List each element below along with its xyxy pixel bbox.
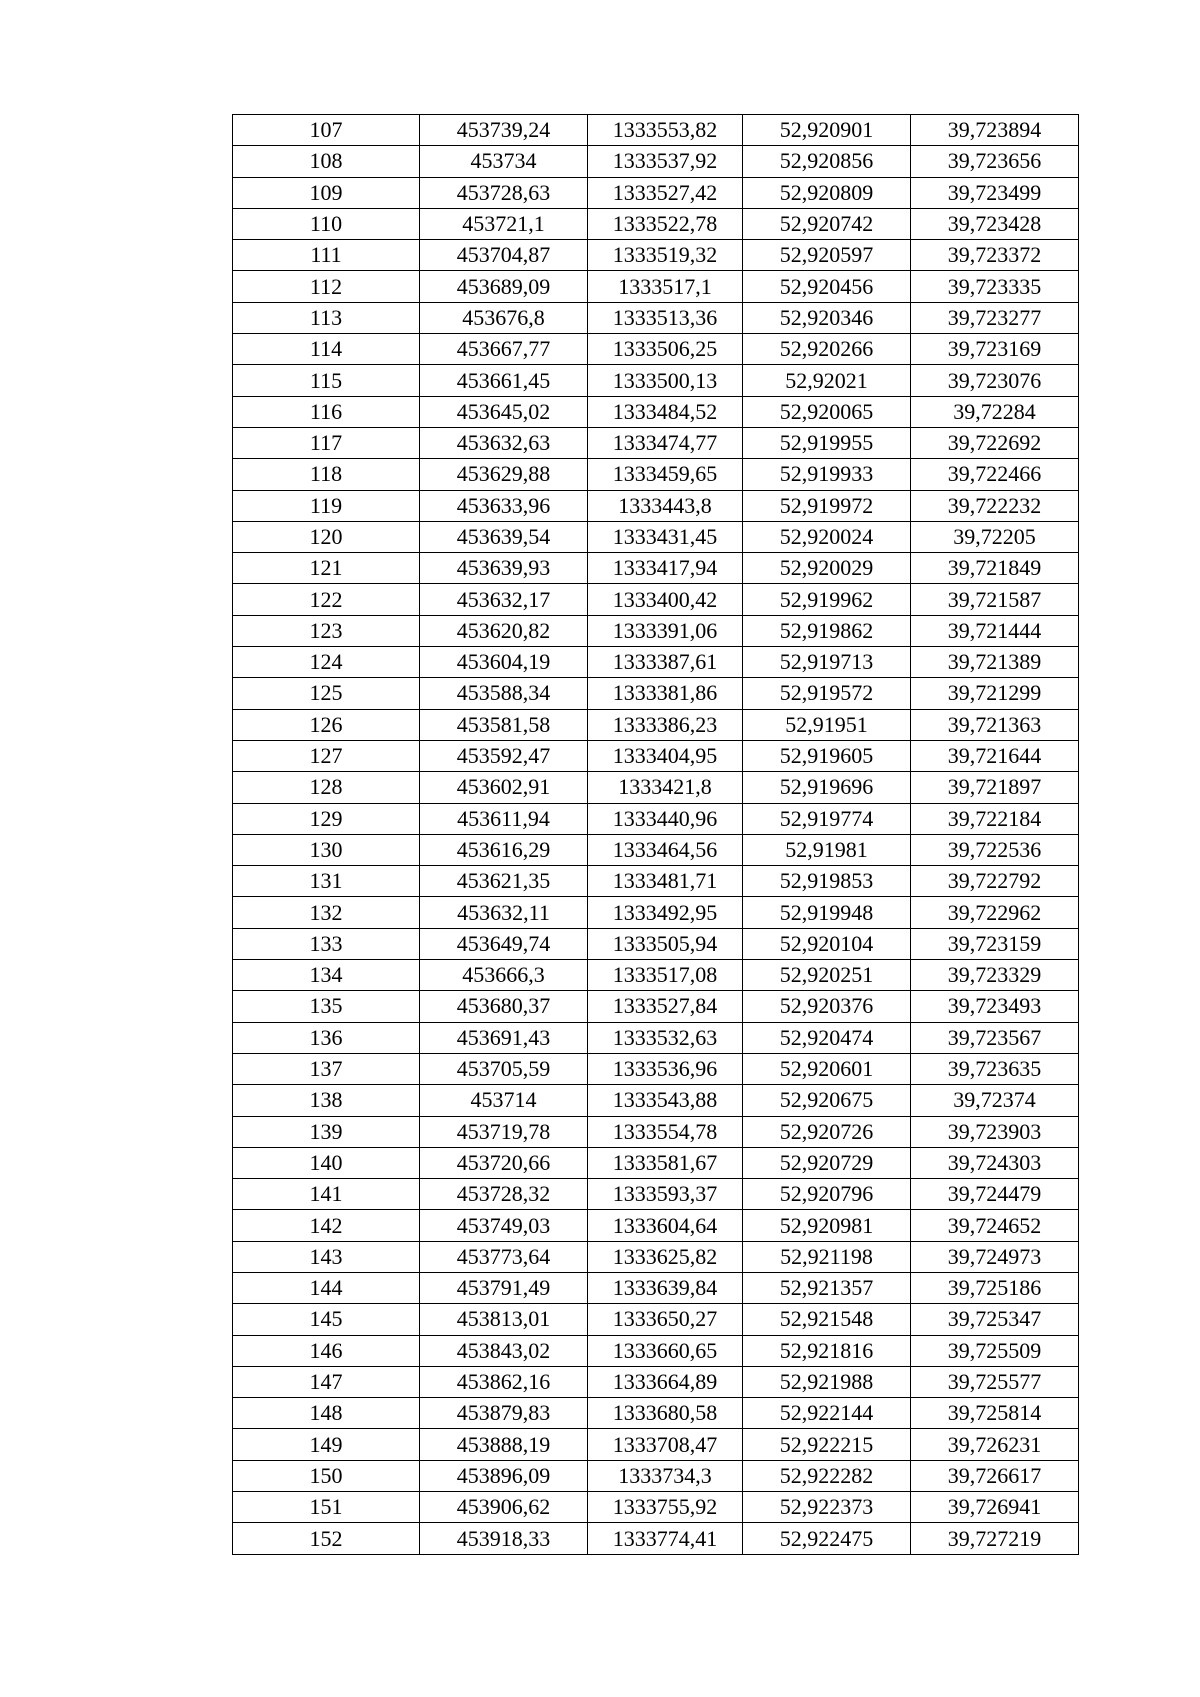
point-number-cell: 124 bbox=[233, 647, 420, 678]
table-row bbox=[233, 647, 1079, 678]
x-coordinate-cell: 453680,37 bbox=[420, 991, 588, 1022]
y-coordinate-cell: 1333519,32 bbox=[588, 240, 743, 271]
x-coordinate-cell: 453813,01 bbox=[420, 1304, 588, 1335]
latitude-cell: 52,921198 bbox=[743, 1241, 911, 1272]
longitude-cell: 39,723076 bbox=[911, 365, 1079, 396]
y-coordinate-cell: 1333650,27 bbox=[588, 1304, 743, 1335]
latitude-cell: 52,920104 bbox=[743, 928, 911, 959]
longitude-cell: 39,723894 bbox=[911, 115, 1079, 146]
y-coordinate-cell: 1333708,47 bbox=[588, 1429, 743, 1460]
point-number-cell: 138 bbox=[233, 1085, 420, 1116]
x-coordinate-cell: 453666,3 bbox=[420, 960, 588, 991]
latitude-cell: 52,922475 bbox=[743, 1523, 911, 1554]
x-coordinate-cell: 453739,24 bbox=[420, 115, 588, 146]
point-number-cell: 144 bbox=[233, 1272, 420, 1303]
latitude-cell: 52,921548 bbox=[743, 1304, 911, 1335]
x-coordinate-cell: 453888,19 bbox=[420, 1429, 588, 1460]
y-coordinate-cell: 1333484,52 bbox=[588, 396, 743, 427]
table-row bbox=[233, 1523, 1079, 1554]
y-coordinate-cell: 1333604,64 bbox=[588, 1210, 743, 1241]
table-row bbox=[233, 302, 1079, 333]
latitude-cell: 52,920266 bbox=[743, 334, 911, 365]
point-number-cell: 112 bbox=[233, 271, 420, 302]
point-number-cell: 126 bbox=[233, 709, 420, 740]
longitude-cell: 39,72205 bbox=[911, 521, 1079, 552]
table-row bbox=[233, 834, 1079, 865]
x-coordinate-cell: 453602,91 bbox=[420, 772, 588, 803]
x-coordinate-cell: 453620,82 bbox=[420, 615, 588, 646]
y-coordinate-cell: 1333492,95 bbox=[588, 897, 743, 928]
latitude-cell: 52,919696 bbox=[743, 772, 911, 803]
longitude-cell: 39,723277 bbox=[911, 302, 1079, 333]
point-number-cell: 108 bbox=[233, 146, 420, 177]
x-coordinate-cell: 453639,93 bbox=[420, 553, 588, 584]
table-row bbox=[233, 271, 1079, 302]
point-number-cell: 113 bbox=[233, 302, 420, 333]
longitude-cell: 39,722232 bbox=[911, 490, 1079, 521]
latitude-cell: 52,922282 bbox=[743, 1460, 911, 1491]
y-coordinate-cell: 1333500,13 bbox=[588, 365, 743, 396]
latitude-cell: 52,919972 bbox=[743, 490, 911, 521]
latitude-cell: 52,921816 bbox=[743, 1335, 911, 1366]
longitude-cell: 39,722962 bbox=[911, 897, 1079, 928]
latitude-cell: 52,91981 bbox=[743, 834, 911, 865]
y-coordinate-cell: 1333543,88 bbox=[588, 1085, 743, 1116]
longitude-cell: 39,723169 bbox=[911, 334, 1079, 365]
longitude-cell: 39,726231 bbox=[911, 1429, 1079, 1460]
x-coordinate-cell: 453879,83 bbox=[420, 1398, 588, 1429]
table-row bbox=[233, 1492, 1079, 1523]
table-row bbox=[233, 459, 1079, 490]
x-coordinate-cell: 453728,32 bbox=[420, 1179, 588, 1210]
y-coordinate-cell: 1333734,3 bbox=[588, 1460, 743, 1491]
y-coordinate-cell: 1333537,92 bbox=[588, 146, 743, 177]
point-number-cell: 132 bbox=[233, 897, 420, 928]
latitude-cell: 52,919962 bbox=[743, 584, 911, 615]
x-coordinate-cell: 453705,59 bbox=[420, 1053, 588, 1084]
y-coordinate-cell: 1333505,94 bbox=[588, 928, 743, 959]
table-row bbox=[233, 396, 1079, 427]
latitude-cell: 52,921357 bbox=[743, 1272, 911, 1303]
x-coordinate-cell: 453862,16 bbox=[420, 1366, 588, 1397]
latitude-cell: 52,922373 bbox=[743, 1492, 911, 1523]
point-number-cell: 116 bbox=[233, 396, 420, 427]
table-row bbox=[233, 115, 1079, 146]
longitude-cell: 39,722536 bbox=[911, 834, 1079, 865]
latitude-cell: 52,920474 bbox=[743, 1022, 911, 1053]
longitude-cell: 39,725509 bbox=[911, 1335, 1079, 1366]
x-coordinate-cell: 453773,64 bbox=[420, 1241, 588, 1272]
longitude-cell: 39,721363 bbox=[911, 709, 1079, 740]
latitude-cell: 52,920251 bbox=[743, 960, 911, 991]
longitude-cell: 39,724652 bbox=[911, 1210, 1079, 1241]
latitude-cell: 52,92021 bbox=[743, 365, 911, 396]
table-row bbox=[233, 772, 1079, 803]
x-coordinate-cell: 453661,45 bbox=[420, 365, 588, 396]
point-number-cell: 109 bbox=[233, 177, 420, 208]
table-row bbox=[233, 897, 1079, 928]
latitude-cell: 52,920726 bbox=[743, 1116, 911, 1147]
y-coordinate-cell: 1333527,42 bbox=[588, 177, 743, 208]
longitude-cell: 39,726617 bbox=[911, 1460, 1079, 1491]
y-coordinate-cell: 1333440,96 bbox=[588, 803, 743, 834]
latitude-cell: 52,920346 bbox=[743, 302, 911, 333]
y-coordinate-cell: 1333639,84 bbox=[588, 1272, 743, 1303]
x-coordinate-cell: 453734 bbox=[420, 146, 588, 177]
longitude-cell: 39,721587 bbox=[911, 584, 1079, 615]
point-number-cell: 137 bbox=[233, 1053, 420, 1084]
longitude-cell: 39,723159 bbox=[911, 928, 1079, 959]
table-row bbox=[233, 678, 1079, 709]
table-row bbox=[233, 208, 1079, 239]
point-number-cell: 146 bbox=[233, 1335, 420, 1366]
x-coordinate-cell: 453689,09 bbox=[420, 271, 588, 302]
longitude-cell: 39,723567 bbox=[911, 1022, 1079, 1053]
longitude-cell: 39,725347 bbox=[911, 1304, 1079, 1335]
x-coordinate-cell: 453714 bbox=[420, 1085, 588, 1116]
y-coordinate-cell: 1333481,71 bbox=[588, 866, 743, 897]
latitude-cell: 52,920856 bbox=[743, 146, 911, 177]
table-row bbox=[233, 521, 1079, 552]
latitude-cell: 52,920675 bbox=[743, 1085, 911, 1116]
x-coordinate-cell: 453720,66 bbox=[420, 1147, 588, 1178]
latitude-cell: 52,920601 bbox=[743, 1053, 911, 1084]
y-coordinate-cell: 1333381,86 bbox=[588, 678, 743, 709]
y-coordinate-cell: 1333522,78 bbox=[588, 208, 743, 239]
longitude-cell: 39,727219 bbox=[911, 1523, 1079, 1554]
table-row bbox=[233, 1053, 1079, 1084]
point-number-cell: 152 bbox=[233, 1523, 420, 1554]
longitude-cell: 39,722184 bbox=[911, 803, 1079, 834]
table-row bbox=[233, 365, 1079, 396]
table-row bbox=[233, 1304, 1079, 1335]
table-row bbox=[233, 866, 1079, 897]
x-coordinate-cell: 453632,11 bbox=[420, 897, 588, 928]
y-coordinate-cell: 1333774,41 bbox=[588, 1523, 743, 1554]
point-number-cell: 148 bbox=[233, 1398, 420, 1429]
latitude-cell: 52,91951 bbox=[743, 709, 911, 740]
latitude-cell: 52,919862 bbox=[743, 615, 911, 646]
latitude-cell: 52,920796 bbox=[743, 1179, 911, 1210]
point-number-cell: 117 bbox=[233, 427, 420, 458]
longitude-cell: 39,725814 bbox=[911, 1398, 1079, 1429]
point-number-cell: 142 bbox=[233, 1210, 420, 1241]
y-coordinate-cell: 1333536,96 bbox=[588, 1053, 743, 1084]
table-row bbox=[233, 740, 1079, 771]
x-coordinate-cell: 453604,19 bbox=[420, 647, 588, 678]
point-number-cell: 120 bbox=[233, 521, 420, 552]
x-coordinate-cell: 453704,87 bbox=[420, 240, 588, 271]
y-coordinate-cell: 1333386,23 bbox=[588, 709, 743, 740]
table-row bbox=[233, 928, 1079, 959]
table-row bbox=[233, 1147, 1079, 1178]
latitude-cell: 52,919948 bbox=[743, 897, 911, 928]
y-coordinate-cell: 1333527,84 bbox=[588, 991, 743, 1022]
table-row bbox=[233, 1241, 1079, 1272]
point-number-cell: 128 bbox=[233, 772, 420, 803]
latitude-cell: 52,919713 bbox=[743, 647, 911, 678]
y-coordinate-cell: 1333660,65 bbox=[588, 1335, 743, 1366]
x-coordinate-cell: 453649,74 bbox=[420, 928, 588, 959]
point-number-cell: 133 bbox=[233, 928, 420, 959]
x-coordinate-cell: 453633,96 bbox=[420, 490, 588, 521]
y-coordinate-cell: 1333387,61 bbox=[588, 647, 743, 678]
y-coordinate-cell: 1333532,63 bbox=[588, 1022, 743, 1053]
longitude-cell: 39,722692 bbox=[911, 427, 1079, 458]
longitude-cell: 39,721389 bbox=[911, 647, 1079, 678]
longitude-cell: 39,72374 bbox=[911, 1085, 1079, 1116]
y-coordinate-cell: 1333459,65 bbox=[588, 459, 743, 490]
x-coordinate-cell: 453896,09 bbox=[420, 1460, 588, 1491]
point-number-cell: 134 bbox=[233, 960, 420, 991]
longitude-cell: 39,722792 bbox=[911, 866, 1079, 897]
coordinates-table bbox=[232, 114, 1079, 1555]
table-row bbox=[233, 709, 1079, 740]
y-coordinate-cell: 1333431,45 bbox=[588, 521, 743, 552]
x-coordinate-cell: 453719,78 bbox=[420, 1116, 588, 1147]
y-coordinate-cell: 1333553,82 bbox=[588, 115, 743, 146]
y-coordinate-cell: 1333593,37 bbox=[588, 1179, 743, 1210]
longitude-cell: 39,723329 bbox=[911, 960, 1079, 991]
latitude-cell: 52,922215 bbox=[743, 1429, 911, 1460]
point-number-cell: 136 bbox=[233, 1022, 420, 1053]
x-coordinate-cell: 453791,49 bbox=[420, 1272, 588, 1303]
x-coordinate-cell: 453691,43 bbox=[420, 1022, 588, 1053]
y-coordinate-cell: 1333581,67 bbox=[588, 1147, 743, 1178]
longitude-cell: 39,723903 bbox=[911, 1116, 1079, 1147]
x-coordinate-cell: 453588,34 bbox=[420, 678, 588, 709]
latitude-cell: 52,920809 bbox=[743, 177, 911, 208]
point-number-cell: 115 bbox=[233, 365, 420, 396]
y-coordinate-cell: 1333517,1 bbox=[588, 271, 743, 302]
coordinates-table-body bbox=[233, 115, 1079, 1555]
y-coordinate-cell: 1333404,95 bbox=[588, 740, 743, 771]
x-coordinate-cell: 453629,88 bbox=[420, 459, 588, 490]
longitude-cell: 39,723428 bbox=[911, 208, 1079, 239]
table-row bbox=[233, 177, 1079, 208]
point-number-cell: 149 bbox=[233, 1429, 420, 1460]
latitude-cell: 52,919853 bbox=[743, 866, 911, 897]
longitude-cell: 39,724973 bbox=[911, 1241, 1079, 1272]
longitude-cell: 39,726941 bbox=[911, 1492, 1079, 1523]
longitude-cell: 39,723372 bbox=[911, 240, 1079, 271]
x-coordinate-cell: 453721,1 bbox=[420, 208, 588, 239]
y-coordinate-cell: 1333421,8 bbox=[588, 772, 743, 803]
latitude-cell: 52,920024 bbox=[743, 521, 911, 552]
table-row bbox=[233, 584, 1079, 615]
point-number-cell: 139 bbox=[233, 1116, 420, 1147]
table-row bbox=[233, 1272, 1079, 1303]
longitude-cell: 39,723635 bbox=[911, 1053, 1079, 1084]
table-row bbox=[233, 1398, 1079, 1429]
point-number-cell: 135 bbox=[233, 991, 420, 1022]
point-number-cell: 131 bbox=[233, 866, 420, 897]
latitude-cell: 52,920029 bbox=[743, 553, 911, 584]
longitude-cell: 39,725577 bbox=[911, 1366, 1079, 1397]
x-coordinate-cell: 453592,47 bbox=[420, 740, 588, 771]
latitude-cell: 52,919933 bbox=[743, 459, 911, 490]
latitude-cell: 52,920456 bbox=[743, 271, 911, 302]
point-number-cell: 151 bbox=[233, 1492, 420, 1523]
latitude-cell: 52,919774 bbox=[743, 803, 911, 834]
x-coordinate-cell: 453621,35 bbox=[420, 866, 588, 897]
x-coordinate-cell: 453906,62 bbox=[420, 1492, 588, 1523]
point-number-cell: 111 bbox=[233, 240, 420, 271]
table-row bbox=[233, 427, 1079, 458]
table-row bbox=[233, 803, 1079, 834]
longitude-cell: 39,723499 bbox=[911, 177, 1079, 208]
point-number-cell: 127 bbox=[233, 740, 420, 771]
longitude-cell: 39,723656 bbox=[911, 146, 1079, 177]
point-number-cell: 114 bbox=[233, 334, 420, 365]
x-coordinate-cell: 453639,54 bbox=[420, 521, 588, 552]
table-row bbox=[233, 1022, 1079, 1053]
table-row bbox=[233, 490, 1079, 521]
point-number-cell: 107 bbox=[233, 115, 420, 146]
longitude-cell: 39,721897 bbox=[911, 772, 1079, 803]
point-number-cell: 122 bbox=[233, 584, 420, 615]
table-row bbox=[233, 1116, 1079, 1147]
y-coordinate-cell: 1333474,77 bbox=[588, 427, 743, 458]
x-coordinate-cell: 453632,63 bbox=[420, 427, 588, 458]
x-coordinate-cell: 453749,03 bbox=[420, 1210, 588, 1241]
x-coordinate-cell: 453632,17 bbox=[420, 584, 588, 615]
y-coordinate-cell: 1333417,94 bbox=[588, 553, 743, 584]
table-row bbox=[233, 1085, 1079, 1116]
latitude-cell: 52,920597 bbox=[743, 240, 911, 271]
point-number-cell: 125 bbox=[233, 678, 420, 709]
x-coordinate-cell: 453667,77 bbox=[420, 334, 588, 365]
latitude-cell: 52,920376 bbox=[743, 991, 911, 1022]
y-coordinate-cell: 1333554,78 bbox=[588, 1116, 743, 1147]
longitude-cell: 39,724303 bbox=[911, 1147, 1079, 1178]
x-coordinate-cell: 453645,02 bbox=[420, 396, 588, 427]
y-coordinate-cell: 1333664,89 bbox=[588, 1366, 743, 1397]
y-coordinate-cell: 1333391,06 bbox=[588, 615, 743, 646]
latitude-cell: 52,920742 bbox=[743, 208, 911, 239]
table-row bbox=[233, 960, 1079, 991]
latitude-cell: 52,919955 bbox=[743, 427, 911, 458]
longitude-cell: 39,72284 bbox=[911, 396, 1079, 427]
x-coordinate-cell: 453616,29 bbox=[420, 834, 588, 865]
y-coordinate-cell: 1333625,82 bbox=[588, 1241, 743, 1272]
point-number-cell: 140 bbox=[233, 1147, 420, 1178]
table-row bbox=[233, 553, 1079, 584]
y-coordinate-cell: 1333464,56 bbox=[588, 834, 743, 865]
longitude-cell: 39,723493 bbox=[911, 991, 1079, 1022]
latitude-cell: 52,919572 bbox=[743, 678, 911, 709]
x-coordinate-cell: 453843,02 bbox=[420, 1335, 588, 1366]
y-coordinate-cell: 1333513,36 bbox=[588, 302, 743, 333]
x-coordinate-cell: 453676,8 bbox=[420, 302, 588, 333]
y-coordinate-cell: 1333400,42 bbox=[588, 584, 743, 615]
latitude-cell: 52,919605 bbox=[743, 740, 911, 771]
point-number-cell: 110 bbox=[233, 208, 420, 239]
x-coordinate-cell: 453581,58 bbox=[420, 709, 588, 740]
table-row bbox=[233, 615, 1079, 646]
table-row bbox=[233, 1179, 1079, 1210]
latitude-cell: 52,920065 bbox=[743, 396, 911, 427]
point-number-cell: 118 bbox=[233, 459, 420, 490]
point-number-cell: 123 bbox=[233, 615, 420, 646]
y-coordinate-cell: 1333506,25 bbox=[588, 334, 743, 365]
point-number-cell: 145 bbox=[233, 1304, 420, 1335]
point-number-cell: 119 bbox=[233, 490, 420, 521]
y-coordinate-cell: 1333443,8 bbox=[588, 490, 743, 521]
point-number-cell: 130 bbox=[233, 834, 420, 865]
x-coordinate-cell: 453611,94 bbox=[420, 803, 588, 834]
point-number-cell: 141 bbox=[233, 1179, 420, 1210]
longitude-cell: 39,723335 bbox=[911, 271, 1079, 302]
longitude-cell: 39,721444 bbox=[911, 615, 1079, 646]
table-row bbox=[233, 240, 1079, 271]
table-row bbox=[233, 991, 1079, 1022]
y-coordinate-cell: 1333517,08 bbox=[588, 960, 743, 991]
table-row bbox=[233, 1210, 1079, 1241]
y-coordinate-cell: 1333680,58 bbox=[588, 1398, 743, 1429]
table-row bbox=[233, 1335, 1079, 1366]
longitude-cell: 39,721299 bbox=[911, 678, 1079, 709]
latitude-cell: 52,920729 bbox=[743, 1147, 911, 1178]
longitude-cell: 39,721644 bbox=[911, 740, 1079, 771]
latitude-cell: 52,920981 bbox=[743, 1210, 911, 1241]
table-row bbox=[233, 1429, 1079, 1460]
longitude-cell: 39,722466 bbox=[911, 459, 1079, 490]
x-coordinate-cell: 453728,63 bbox=[420, 177, 588, 208]
point-number-cell: 147 bbox=[233, 1366, 420, 1397]
table-row bbox=[233, 1366, 1079, 1397]
point-number-cell: 121 bbox=[233, 553, 420, 584]
latitude-cell: 52,922144 bbox=[743, 1398, 911, 1429]
longitude-cell: 39,724479 bbox=[911, 1179, 1079, 1210]
point-number-cell: 143 bbox=[233, 1241, 420, 1272]
point-number-cell: 150 bbox=[233, 1460, 420, 1491]
longitude-cell: 39,725186 bbox=[911, 1272, 1079, 1303]
point-number-cell: 129 bbox=[233, 803, 420, 834]
longitude-cell: 39,721849 bbox=[911, 553, 1079, 584]
table-row bbox=[233, 1460, 1079, 1491]
y-coordinate-cell: 1333755,92 bbox=[588, 1492, 743, 1523]
latitude-cell: 52,921988 bbox=[743, 1366, 911, 1397]
x-coordinate-cell: 453918,33 bbox=[420, 1523, 588, 1554]
table-row bbox=[233, 146, 1079, 177]
latitude-cell: 52,920901 bbox=[743, 115, 911, 146]
table-row bbox=[233, 334, 1079, 365]
